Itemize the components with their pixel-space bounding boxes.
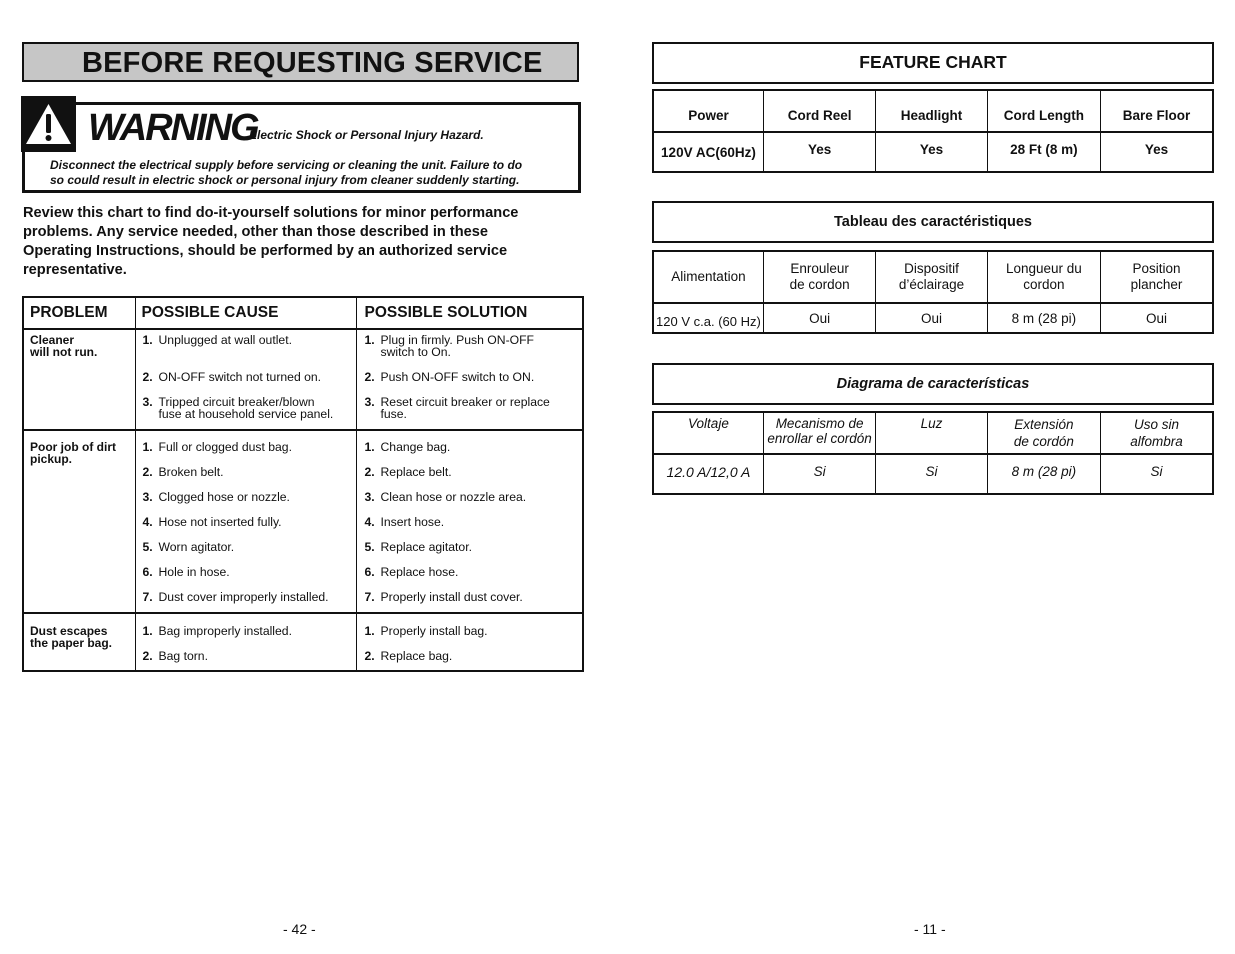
header-text: Alimentation (671, 269, 746, 284)
list-item (143, 441, 350, 453)
list-item (365, 650, 577, 662)
header-text: Mecanismo de (775, 416, 864, 431)
table-row (653, 454, 1213, 494)
header-cord-reel: Cord Reel (763, 90, 875, 132)
header-uso-sin-alfombra (1101, 412, 1213, 454)
header-text: Enrouleur (790, 261, 849, 276)
list-item (365, 371, 577, 383)
column-header-problem: PROBLEM (23, 297, 135, 329)
item-number: 3. (364, 395, 375, 409)
item-text: Replace bag. (380, 649, 453, 663)
item-text: Push ON-OFF switch to ON. (380, 370, 535, 384)
spanish-chart-title: Diagrama de características (652, 363, 1214, 405)
table-header-row (23, 297, 583, 329)
value-power: 120V AC(60Hz) (653, 132, 763, 172)
table-header-row (653, 251, 1213, 303)
item-number: 1. (364, 440, 375, 454)
item-number: 2. (142, 465, 153, 479)
item-number: 1. (142, 440, 153, 454)
item-text: Properly install bag. (380, 624, 488, 638)
table-row (653, 303, 1213, 333)
table-header-row (653, 90, 1213, 132)
item-number: 6. (364, 565, 375, 579)
value-mecanismo: Si (763, 454, 875, 494)
item-number: 3. (142, 490, 153, 504)
spanish-chart-table (652, 411, 1214, 495)
table-row (23, 430, 583, 613)
intro-paragraph (23, 204, 583, 280)
list-item (365, 334, 577, 358)
list-item (143, 650, 350, 662)
item-text: Clean hose or nozzle area. (380, 490, 527, 504)
item-number: 3. (142, 395, 153, 409)
item-number: 1. (364, 333, 375, 347)
header-mecanismo (763, 412, 875, 454)
value-headlight: Yes (876, 132, 987, 172)
warning-subtitle: Electric Shock or Personal Injury Hazard. (249, 128, 484, 142)
item-text: Bag torn. (158, 649, 208, 663)
column-header-solution: POSSIBLE SOLUTION (356, 297, 583, 329)
list-item (143, 466, 350, 478)
header-text: Longueur du (1005, 261, 1082, 276)
problem-text: Cleaner (30, 333, 75, 347)
header-text: Voltaje (688, 416, 729, 431)
item-number: 5. (364, 540, 375, 554)
header-position (1101, 251, 1213, 303)
page-title: BEFORE REQUESTING SERVICE (22, 42, 579, 82)
item-number: 4. (142, 515, 153, 529)
item-text: fuse. (380, 407, 407, 421)
list-item (365, 625, 577, 637)
header-enrouleur (763, 251, 875, 303)
item-text: Unplugged at wall outlet. (158, 333, 292, 347)
list-item (365, 441, 577, 453)
cause-cell (135, 329, 356, 430)
header-alimentation (653, 251, 763, 303)
item-number: 2. (364, 370, 375, 384)
item-number: 4. (364, 515, 375, 529)
header-text: enrollar el cordón (767, 431, 872, 446)
item-text: Replace hose. (380, 565, 459, 579)
header-cord-length: Cord Length (987, 90, 1100, 132)
header-text: d’éclairage (898, 277, 965, 292)
feature-chart-title: FEATURE CHART (652, 42, 1214, 84)
page-number-right: - 11 - (914, 921, 946, 937)
item-number: 1. (364, 624, 375, 638)
item-text: Plug in firmly. Push ON-OFF (380, 333, 534, 347)
problem-text: pickup. (30, 452, 73, 466)
item-number: 1. (142, 333, 153, 347)
item-text: Reset circuit breaker or replace (380, 395, 550, 409)
item-text: Bag improperly installed. (158, 624, 292, 638)
value-cord-length: 28 Ft (8 m) (987, 132, 1100, 172)
warning-heading: WARNING (88, 107, 258, 149)
value-uso-sin-alfombra: Si (1150, 463, 1163, 479)
item-number: 6. (142, 565, 153, 579)
list-item (143, 516, 350, 528)
header-voltaje (653, 412, 763, 454)
problem-text: Dust escapes (30, 624, 108, 638)
problem-text: Poor job of dirt (30, 440, 116, 454)
value-bare-floor: Yes (1144, 141, 1169, 157)
table-row (23, 329, 583, 430)
warning-message-line: so could result in electric shock or personal injury from cleaner suddenly starting. (50, 173, 520, 187)
header-text: plancher (1130, 277, 1183, 292)
problem-text: the paper bag. (30, 636, 113, 650)
feature-chart-table (652, 89, 1214, 173)
list-item (143, 591, 350, 603)
item-text: Change bag. (380, 440, 451, 454)
item-number: 2. (364, 465, 375, 479)
value-enrouleur: Oui (763, 303, 875, 333)
item-text: Worn agitator. (158, 540, 235, 554)
value-longueur: 8 m (28 pi) (987, 303, 1100, 333)
list-item (365, 516, 577, 528)
item-number: 2. (364, 649, 375, 663)
table-row (653, 132, 1213, 172)
item-number: 7. (364, 590, 375, 604)
item-text: Clogged hose or nozzle. (158, 490, 290, 504)
item-text: Hole in hose. (158, 565, 230, 579)
page-number-left: - 42 - (283, 921, 316, 937)
item-number: 1. (142, 624, 153, 638)
list-item (143, 371, 350, 383)
item-text: Properly install dust cover. (380, 590, 523, 604)
problem-cell (23, 430, 135, 613)
warning-message-line: Disconnect the electrical supply before servicing or cleaning the unit. Failure to do (50, 158, 523, 172)
intro-line: representative. (23, 262, 127, 278)
value-luz: Si (876, 454, 987, 494)
header-extension (987, 412, 1100, 454)
header-text: alfombra (1130, 434, 1183, 449)
intro-line: problems. Any service needed, other than those described in these (23, 224, 488, 240)
list-item (143, 541, 350, 553)
header-longueur (987, 251, 1100, 303)
item-text: Insert hose. (380, 515, 445, 529)
warning-message (50, 158, 570, 188)
item-text: Dust cover improperly installed. (158, 590, 329, 604)
list-item (365, 466, 577, 478)
intro-line: Operating Instructions, should be performed by an authorized service (23, 243, 508, 259)
item-number: 7. (142, 590, 153, 604)
header-luz (876, 412, 987, 454)
item-text: Tripped circuit breaker/blown (158, 395, 315, 409)
value-extension: 8 m (28 pi) (987, 454, 1100, 494)
item-number: 2. (142, 370, 153, 384)
list-item (365, 591, 577, 603)
value-cord-reel: Yes (763, 132, 875, 172)
header-text: Extensión (1014, 417, 1074, 432)
warning-triangle-icon (21, 96, 76, 152)
header-bare-floor: Bare Floor (1101, 90, 1213, 132)
table-row (23, 613, 583, 671)
list-item (143, 334, 350, 346)
problem-cell (23, 613, 135, 671)
value-alimentation: 120 V c.a. (60 Hz) (653, 303, 763, 333)
problem-text: will not run. (30, 345, 98, 359)
item-text: Broken belt. (158, 465, 224, 479)
item-text: Replace belt. (380, 465, 452, 479)
list-item (143, 491, 350, 503)
value-dispositif: Oui (876, 303, 987, 333)
list-item (143, 396, 350, 420)
item-text: switch to On. (380, 345, 451, 359)
header-text: Luz (920, 416, 943, 431)
column-header-cause: POSSIBLE CAUSE (135, 297, 356, 329)
troubleshooting-table (22, 296, 584, 672)
french-chart-table (652, 250, 1214, 334)
header-text: cordon (1023, 277, 1065, 292)
list-item (143, 625, 350, 637)
value-voltaje: 12.0 A/12,0 A (653, 454, 763, 494)
item-number: 5. (142, 540, 153, 554)
item-text: Full or clogged dust bag. (158, 440, 292, 454)
header-text: Dispositif (904, 261, 959, 276)
header-text: de cordón (1013, 434, 1074, 449)
header-power: Power (653, 90, 763, 132)
header-text: Position (1132, 261, 1181, 276)
solution-cell (356, 430, 583, 613)
item-text: fuse at household service panel. (158, 407, 334, 421)
intro-line: Review this chart to find do-it-yourself solutions for minor performance (23, 205, 519, 221)
list-item (365, 566, 577, 578)
list-item (365, 491, 577, 503)
list-item (365, 396, 577, 420)
header-text: Uso sin (1134, 417, 1180, 432)
header-text: de cordon (789, 277, 850, 292)
item-text: Hose not inserted fully. (158, 515, 282, 529)
solution-cell (356, 329, 583, 430)
header-headlight: Headlight (876, 90, 987, 132)
list-item (143, 566, 350, 578)
problem-cell (23, 329, 135, 430)
list-item (365, 541, 577, 553)
table-header-row (653, 412, 1213, 454)
item-text: ON-OFF switch not turned on. (158, 370, 322, 384)
item-text: Replace agitator. (380, 540, 472, 554)
french-chart-title: Tableau des caractéristiques (652, 201, 1214, 243)
header-dispositif (876, 251, 987, 303)
solution-cell (356, 613, 583, 671)
item-number: 2. (142, 649, 153, 663)
cause-cell (135, 430, 356, 613)
value-position: Oui (1146, 310, 1168, 326)
item-number: 3. (364, 490, 375, 504)
cause-cell (135, 613, 356, 671)
